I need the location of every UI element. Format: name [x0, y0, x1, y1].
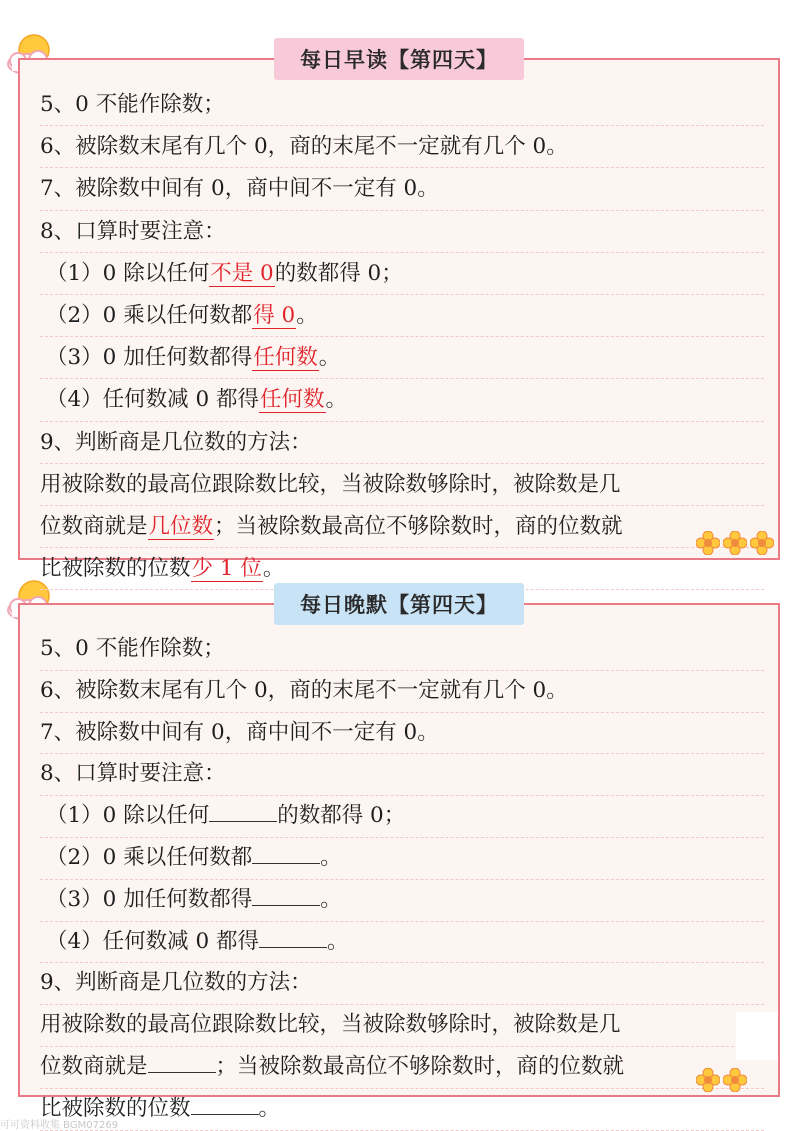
sub-item-3	[40, 880, 764, 922]
sub-item-2	[40, 838, 764, 880]
text-line: 5、0 不能作除数；	[40, 629, 764, 671]
text: （1）0 除以任何	[46, 260, 210, 286]
text: （1）0 除以任何	[46, 803, 210, 829]
text: 。	[258, 1095, 281, 1121]
text: （4）任何数减 0 都得	[46, 928, 260, 954]
text: 。	[320, 886, 342, 912]
sub-item-4	[40, 379, 764, 421]
text: ；当被除数最高位不够除数时，商的位数就	[214, 513, 623, 539]
card-title: 每日早读【第四天】	[274, 38, 524, 80]
flower-icon	[723, 1068, 747, 1092]
text: （4）任何数减 0 都得	[46, 387, 260, 413]
sub-item-1	[40, 796, 764, 838]
text: 比被除数的位数	[40, 556, 191, 582]
morning-reading-card	[18, 47, 780, 582]
text: 位数商就是	[40, 513, 148, 539]
text: 。	[318, 345, 341, 371]
text-line: 9、判断商是几位数的方法：	[40, 422, 764, 464]
text: ；当被除数最高位不够除数时，商的位数就	[215, 1053, 625, 1079]
flower-icon	[696, 1068, 720, 1092]
evening-dictation-card	[18, 592, 780, 1121]
text: 。	[325, 387, 348, 413]
text: （2）0 乘以任何数都	[46, 302, 253, 328]
text-line: 7、被除数中间有 0，商中间不一定有 0。	[40, 168, 764, 210]
text: 位数商就是	[40, 1053, 148, 1079]
text: （2）0 乘以任何数都	[46, 844, 253, 870]
answer: 任何数	[253, 345, 318, 371]
watermark: 可可资料收集 BGM07269	[0, 1120, 119, 1131]
text-line: 7、被除数中间有 0，商中间不一定有 0。	[40, 713, 764, 755]
text: 比被除数的位数	[40, 1095, 191, 1121]
text-line: 9、判断商是几位数的方法：	[40, 963, 764, 1005]
text: 的数都得 0；	[274, 260, 403, 286]
flower-icon	[696, 531, 720, 555]
text: 。	[320, 844, 342, 870]
text: 。	[262, 556, 285, 582]
text-line	[40, 1089, 764, 1131]
white-overlay	[736, 1012, 778, 1060]
sub-item-1	[40, 253, 764, 295]
text-line	[40, 506, 764, 548]
text-line: 6、被除数末尾有几个 0，商的末尾不一定就有几个 0。	[40, 671, 764, 713]
flower-icon	[723, 531, 747, 555]
flower-icon	[750, 531, 774, 555]
answer: 几位数	[148, 513, 214, 539]
text: （3）0 加任何数都得	[46, 345, 253, 371]
answer-blank	[209, 801, 277, 822]
flower-decoration	[696, 531, 774, 555]
answer: 得 0	[253, 302, 296, 328]
answer-blank	[252, 843, 320, 864]
text: （3）0 加任何数都得	[46, 886, 253, 912]
text-line: 8、口算时要注意：	[40, 211, 764, 253]
flower-decoration	[696, 1068, 747, 1092]
answer-blank	[252, 885, 320, 906]
answer: 不是 0	[210, 260, 274, 286]
card-title: 每日晚默【第四天】	[274, 583, 524, 625]
answer-blank	[259, 927, 327, 948]
text-line: 6、被除数末尾有几个 0，商的末尾不一定就有几个 0。	[40, 126, 764, 168]
sub-item-2	[40, 295, 764, 337]
answer-blank	[148, 1052, 216, 1073]
text: 的数都得 0；	[277, 803, 406, 829]
sub-item-3	[40, 337, 764, 379]
answer: 少 1 位	[191, 556, 262, 582]
answer-blank	[191, 1094, 259, 1115]
text: 。	[296, 302, 318, 328]
text: 。	[327, 928, 349, 954]
text-line: 用被除数的最高位跟除数比较，当被除数够除时，被除数是几	[40, 464, 764, 506]
text-line: 用被除数的最高位跟除数比较，当被除数够除时，被除数是几	[40, 1005, 764, 1047]
text-line: 5、0 不能作除数；	[40, 84, 764, 126]
text-line: 8、口算时要注意：	[40, 754, 764, 796]
text-line	[40, 1047, 764, 1089]
answer: 任何数	[260, 387, 325, 413]
card-content	[40, 629, 764, 1131]
sub-item-4	[40, 922, 764, 964]
card-content	[40, 84, 764, 590]
